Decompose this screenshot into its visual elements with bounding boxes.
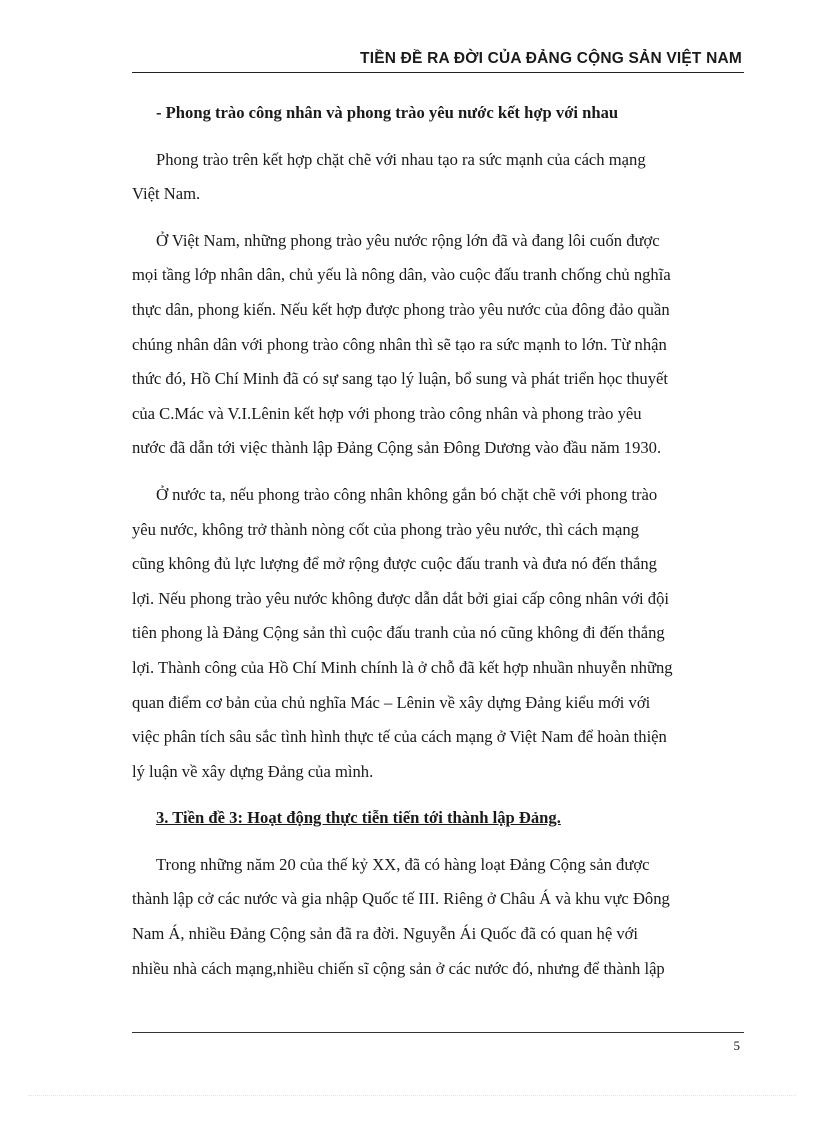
paragraph-3-line: lý luận về xây dựng Đảng của mình. bbox=[132, 761, 374, 781]
paragraph-4-line: Nam Á, nhiều Đảng Cộng sản đã ra đời. Nguyễn Ái Quốc đã có quan hệ với bbox=[132, 924, 639, 944]
paragraph-1-line: Phong trào trên kết hợp chặt chẽ với nhau tạo ra sức mạnh của cách mạng bbox=[156, 149, 646, 169]
paragraph-2-line: chúng nhân dân với phong trào công nhân thì sẽ tạo ra sức mạnh to lớn. Từ nhận bbox=[132, 334, 667, 354]
footer-rule bbox=[132, 1032, 744, 1033]
page-bottom-edge bbox=[28, 1095, 796, 1096]
subheading-workers-patriotic: - Phong trào công nhân và phong trào yêu nước kết hợp với nhau bbox=[156, 103, 619, 122]
paragraph-2-line: Ở Việt Nam, những phong trào yêu nước rộng lớn đã và đang lôi cuốn được bbox=[156, 230, 660, 250]
paragraph-4-line: thành lập cở các nước và gia nhập Quốc tế III. Riêng ở Châu Á và khu vực Đông bbox=[132, 889, 670, 909]
header-rule bbox=[132, 72, 744, 73]
paragraph-2 bbox=[132, 224, 742, 466]
paragraph-2-line: thức đó, Hồ Chí Minh đã có sự sang tạo lý luận, bổ sung và phát triển học thuyết bbox=[132, 369, 668, 389]
paragraph-4 bbox=[132, 848, 742, 986]
paragraph-3 bbox=[132, 478, 742, 789]
paragraph-1 bbox=[132, 143, 742, 212]
paragraph-1-line: Việt Nam. bbox=[132, 184, 201, 204]
running-header-title: TIỀN ĐỀ RA ĐỜI CỦA ĐẢNG CỘNG SẢN VIỆT NAM bbox=[360, 50, 742, 67]
paragraph-3-line: quan điểm cơ bản của chủ nghĩa Mác – Lênin về xây dựng Đảng kiểu mới với bbox=[132, 692, 651, 712]
paragraph-3-line: cũng không đủ lực lượng để mở rộng được cuộc đấu tranh và đưa nó đến thắng bbox=[132, 554, 657, 574]
paragraph-4-line: nhiều nhà cách mạng,nhiều chiến sĩ cộng sản ở các nước đó, nhưng để thành lập bbox=[132, 958, 665, 978]
paragraph-3-line: Ở nước ta, nếu phong trào công nhân không gắn bó chặt chẽ với phong trào bbox=[156, 484, 658, 504]
paragraph-2-line: nước đã dẫn tới việc thành lập Đảng Cộng sản Đông Dương vào đầu năm 1930. bbox=[132, 438, 662, 458]
paragraph-3-line: việc phân tích sâu sắc tình hình thực tế của cách mạng ở Việt Nam để hoàn thiện bbox=[132, 727, 667, 747]
section-3-title: 3. Tiền đề 3: Hoạt động thực tiễn tiến tới thành lập Đảng. bbox=[156, 808, 561, 828]
paragraph-3-line: yêu nước, không trở thành nòng cốt của phong trào yêu nước, thì cách mạng bbox=[132, 519, 639, 539]
page-body bbox=[132, 96, 742, 998]
page-number: 5 bbox=[733, 1038, 740, 1053]
paragraph-3-line: lợi. Nếu phong trào yêu nước không được dẫn dắt bởi giai cấp công nhân với đội bbox=[132, 588, 669, 608]
paragraph-3-line: lợi. Thành công của Hồ Chí Minh chính là ở chỗ đã kết hợp nhuần nhuyễn những bbox=[132, 657, 673, 677]
paragraph-2-line: mọi tầng lớp nhân dân, chủ yếu là nông dân, vào cuộc đấu tranh chống chủ nghĩa bbox=[132, 265, 671, 285]
paragraph-2-line: của C.Mác và V.I.Lênin kết hợp với phong trào công nhân và phong trào yêu bbox=[132, 403, 642, 423]
paragraph-2-line: thực dân, phong kiến. Nếu kết hợp được phong trào yêu nước của đông đảo quần bbox=[132, 299, 670, 319]
paragraph-3-line: tiên phong là Đảng Cộng sản thì cuộc đấu tranh của nó cũng không đi đến thắng bbox=[132, 623, 665, 643]
paragraph-4-line: Trong những năm 20 của thế kỷ XX, đã có hàng loạt Đảng Cộng sản được bbox=[156, 854, 650, 874]
